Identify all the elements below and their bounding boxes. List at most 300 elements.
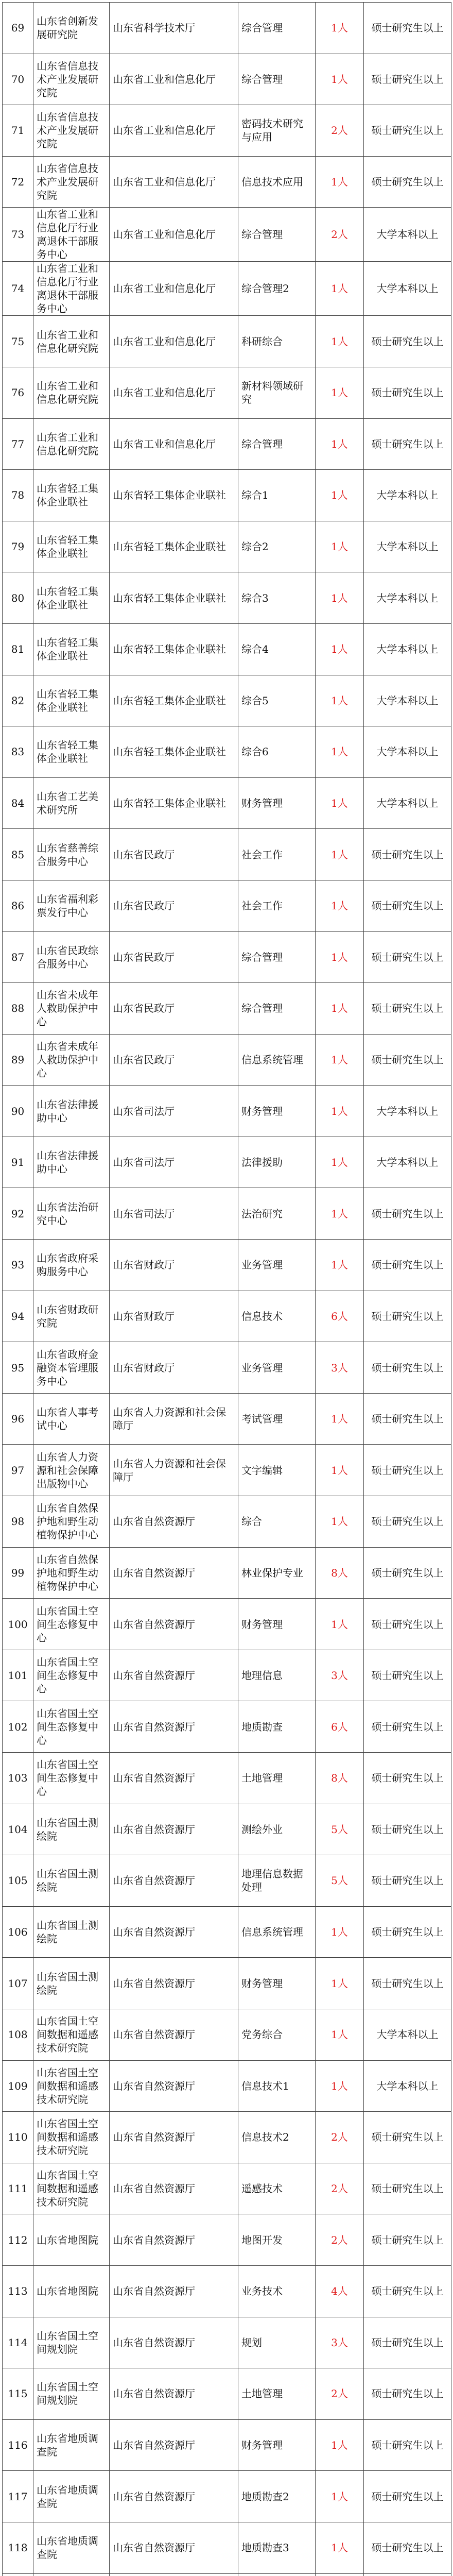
education-requirement-cell: 硕士研究生以上 <box>364 1650 451 1701</box>
education-requirement-cell: 硕士研究生以上 <box>364 2471 451 2522</box>
table-row <box>3 2112 451 2163</box>
table-row <box>3 1086 451 1137</box>
row-index-cell: 114 <box>3 2317 33 2368</box>
row-index-cell: 104 <box>3 1804 33 1855</box>
employer-cell: 山东省轻工集体企业联社 <box>33 623 110 675</box>
position-cell: 社会工作 <box>238 880 316 931</box>
position-cell: 地理信息数据处理 <box>238 1855 316 1907</box>
supervising-department-cell: 山东省自然资源厅 <box>110 1701 238 1753</box>
employer-cell: 山东省工业和信息化研究院 <box>33 316 110 367</box>
education-requirement-cell: 硕士研究生以上 <box>364 1906 451 1958</box>
row-index-cell: 95 <box>3 1342 33 1394</box>
headcount-cell: 2人 <box>316 208 364 262</box>
position-cell: 遥感技术 <box>238 2163 316 2214</box>
supervising-department-cell: 山东省轻工集体企业联社 <box>110 777 238 829</box>
headcount-cell: 3人 <box>316 1650 364 1701</box>
education-requirement-cell: 硕士研究生以上 <box>364 829 451 880</box>
supervising-department-cell: 山东省自然资源厅 <box>110 1547 238 1599</box>
headcount-cell: 1人 <box>316 1137 364 1188</box>
row-index-cell: 103 <box>3 1753 33 1804</box>
row-index-cell: 100 <box>3 1599 33 1650</box>
table-row <box>3 470 451 521</box>
table-row <box>3 1650 451 1701</box>
table-row <box>3 2214 451 2266</box>
employer-cell: 山东省工业和信息化厅行业离退休干部服务中心 <box>33 208 110 262</box>
position-cell: 新材料领域研究 <box>238 367 316 418</box>
row-index-cell: 112 <box>3 2214 33 2266</box>
education-requirement-cell: 大学本科以上 <box>364 470 451 521</box>
supervising-department-cell: 山东省司法厅 <box>110 1188 238 1240</box>
position-cell: 土地管理 <box>238 2368 316 2420</box>
table-row <box>3 777 451 829</box>
headcount-cell: 1人 <box>316 1393 364 1445</box>
table-row <box>3 2060 451 2112</box>
position-cell: 林业保护专业 <box>238 1547 316 1599</box>
employer-cell: 山东省信息技术产业发展研究院 <box>33 54 110 105</box>
education-requirement-cell: 硕士研究生以上 <box>364 1958 451 2009</box>
education-requirement-cell: 大学本科以上 <box>364 521 451 572</box>
table-row <box>3 931 451 983</box>
position-cell: 信息技术应用 <box>238 156 316 208</box>
education-requirement-cell: 硕士研究生以上 <box>364 367 451 418</box>
education-requirement-cell: 硕士研究生以上 <box>364 1034 451 1086</box>
employer-cell: 山东省人力资源和社会保障出版物中心 <box>33 1445 110 1496</box>
supervising-department-cell: 山东省工业和信息化厅 <box>110 262 238 316</box>
table-row <box>3 2471 451 2522</box>
position-cell: 密码技术研究与应用 <box>238 105 316 157</box>
position-cell: 地质勘查2 <box>238 2471 316 2522</box>
supervising-department-cell: 山东省自然资源厅 <box>110 1650 238 1701</box>
row-index-cell: 111 <box>3 2163 33 2214</box>
supervising-department-cell: 山东省自然资源厅 <box>110 1496 238 1548</box>
table-row <box>3 1034 451 1086</box>
headcount-cell: 6人 <box>316 1291 364 1342</box>
supervising-department-cell: 山东省工业和信息化厅 <box>110 418 238 470</box>
employer-cell <box>33 2573 110 2576</box>
row-index-cell: 82 <box>3 675 33 726</box>
headcount-cell: 6人 <box>316 1701 364 1753</box>
headcount-cell: 1人 <box>316 1034 364 1086</box>
table-row <box>3 2163 451 2214</box>
position-cell: 党务综合 <box>238 2009 316 2060</box>
position-cell: 考试管理 <box>238 1393 316 1445</box>
employer-cell: 山东省人事考试中心 <box>33 1393 110 1445</box>
table-row <box>3 262 451 316</box>
education-requirement-cell: 硕士研究生以上 <box>364 983 451 1035</box>
headcount-cell: 1人 <box>316 1958 364 2009</box>
headcount-cell: 1人 <box>316 880 364 931</box>
employer-cell: 山东省政府金融资本管理服务中心 <box>33 1342 110 1394</box>
supervising-department-cell: 山东省工业和信息化厅 <box>110 156 238 208</box>
education-requirement-cell: 硕士研究生以上 <box>364 1599 451 1650</box>
position-cell: 财务管理 <box>238 1599 316 1650</box>
row-index-cell: 113 <box>3 2265 33 2317</box>
supervising-department-cell: 山东省民政厅 <box>110 880 238 931</box>
position-cell: 业务管理 <box>238 1342 316 1394</box>
position-cell: 科研综合 <box>238 316 316 367</box>
headcount-cell: 2人 <box>316 2163 364 2214</box>
table-row <box>3 880 451 931</box>
table-row <box>3 1753 451 1804</box>
education-requirement-cell: 硕士研究生以上 <box>364 3 451 54</box>
row-index-cell: 79 <box>3 521 33 572</box>
headcount-cell: 1人 <box>316 1086 364 1137</box>
position-cell: 信息系统管理 <box>238 1906 316 1958</box>
employer-cell: 山东省工艺美术研究所 <box>33 777 110 829</box>
position-cell: 综合2 <box>238 521 316 572</box>
position-cell: 规划 <box>238 2317 316 2368</box>
row-index-cell: 93 <box>3 1240 33 1291</box>
table-row <box>3 1393 451 1445</box>
education-requirement-cell: 大学本科以上 <box>364 2060 451 2112</box>
education-requirement-cell: 硕士研究生以上 <box>364 2522 451 2573</box>
row-index-cell: 107 <box>3 1958 33 2009</box>
position-cell: 综合管理 <box>238 3 316 54</box>
employer-cell: 山东省信息技术产业发展研究院 <box>33 105 110 157</box>
education-requirement-cell: 硕士研究生以上 <box>364 2419 451 2471</box>
employer-cell: 山东省国土空间规划院 <box>33 2368 110 2420</box>
headcount-cell: 1人 <box>316 418 364 470</box>
employer-cell: 山东省国土空间生态修复中心 <box>33 1599 110 1650</box>
row-index-cell: 81 <box>3 623 33 675</box>
education-requirement-cell: 大学本科以上 <box>364 262 451 316</box>
row-index-cell: 97 <box>3 1445 33 1496</box>
education-requirement-cell: 硕士研究生以上 <box>364 1547 451 1599</box>
table-row <box>3 1958 451 2009</box>
supervising-department-cell: 山东省轻工集体企业联社 <box>110 675 238 726</box>
row-index-cell: 90 <box>3 1086 33 1137</box>
supervising-department-cell: 山东省民政厅 <box>110 829 238 880</box>
supervising-department-cell: 山东省司法厅 <box>110 1086 238 1137</box>
supervising-department-cell: 山东省自然资源厅 <box>110 2317 238 2368</box>
employer-cell: 山东省国土空间生态修复中心 <box>33 1753 110 1804</box>
position-cell: 土地管理 <box>238 1753 316 1804</box>
education-requirement-cell: 硕士研究生以上 <box>364 105 451 157</box>
education-requirement-cell: 硕士研究生以上 <box>364 1701 451 1753</box>
education-requirement-cell: 硕士研究生以上 <box>364 418 451 470</box>
supervising-department-cell: 山东省司法厅 <box>110 1137 238 1188</box>
headcount-cell: 2人 <box>316 2368 364 2420</box>
headcount-cell: 1人 <box>316 1906 364 1958</box>
headcount-cell: 1人 <box>316 2009 364 2060</box>
headcount-cell: 1人 <box>316 777 364 829</box>
headcount-cell: 1人 <box>316 1496 364 1548</box>
education-requirement-cell: 硕士研究生以上 <box>364 880 451 931</box>
supervising-department-cell: 山东省自然资源厅 <box>110 1855 238 1907</box>
table-row <box>3 105 451 157</box>
employer-cell: 山东省轻工集体企业联社 <box>33 521 110 572</box>
table-row <box>3 367 451 418</box>
supervising-department-cell: 山东省财政厅 <box>110 1291 238 1342</box>
row-index-cell: 91 <box>3 1137 33 1188</box>
row-index-cell: 98 <box>3 1496 33 1548</box>
table-row <box>3 983 451 1035</box>
table-row <box>3 623 451 675</box>
supervising-department-cell: 山东省轻工集体企业联社 <box>110 521 238 572</box>
row-index-cell: 115 <box>3 2368 33 2420</box>
employer-cell: 山东省法律援助中心 <box>33 1137 110 1188</box>
table-row <box>3 54 451 105</box>
row-index-cell: 74 <box>3 262 33 316</box>
education-requirement-cell: 硕士研究生以上 <box>364 2368 451 2420</box>
employer-cell: 山东省国土测绘院 <box>33 1855 110 1907</box>
education-requirement-cell: 硕士研究生以上 <box>364 54 451 105</box>
employer-cell: 山东省轻工集体企业联社 <box>33 572 110 624</box>
position-cell: 地质勘查3 <box>238 2522 316 2573</box>
row-index-cell: 84 <box>3 777 33 829</box>
row-index-cell: 99 <box>3 1547 33 1599</box>
education-requirement-cell: 硕士研究生以上 <box>364 1855 451 1907</box>
headcount-cell: 1人 <box>316 470 364 521</box>
position-cell: 财务管理 <box>238 1086 316 1137</box>
supervising-department-cell: 山东省工业和信息化厅 <box>110 208 238 262</box>
employer-cell: 山东省慈善综合服务中心 <box>33 829 110 880</box>
education-requirement-cell: 大学本科以上 <box>364 623 451 675</box>
supervising-department-cell: 山东省民政厅 <box>110 983 238 1035</box>
headcount-cell: 5人 <box>316 1804 364 1855</box>
supervising-department-cell: 山东省自然资源厅 <box>110 2214 238 2266</box>
headcount-cell: 2人 <box>316 2112 364 2163</box>
employer-cell: 山东省国土空间数据和遥感技术研究院 <box>33 2009 110 2060</box>
row-index-cell: 85 <box>3 829 33 880</box>
education-requirement-cell: 硕士研究生以上 <box>364 1188 451 1240</box>
row-index-cell: 102 <box>3 1701 33 1753</box>
supervising-department-cell: 山东省自然资源厅 <box>110 2419 238 2471</box>
education-requirement-cell: 硕士研究生以上 <box>364 2214 451 2266</box>
supervising-department-cell: 山东省自然资源厅 <box>110 2471 238 2522</box>
education-requirement-cell: 硕士研究生以上 <box>364 1496 451 1548</box>
supervising-department-cell: 山东省人力资源和社会保障厅 <box>110 1393 238 1445</box>
supervising-department-cell: 山东省自然资源厅 <box>110 2265 238 2317</box>
education-requirement-cell: 大学本科以上 <box>364 2009 451 2060</box>
headcount-cell: 1人 <box>316 262 364 316</box>
table-row <box>3 521 451 572</box>
table-row <box>3 1240 451 1291</box>
position-cell: 综合4 <box>238 623 316 675</box>
table-row <box>3 2522 451 2573</box>
headcount-cell: 1人 <box>316 675 364 726</box>
row-index-cell: 92 <box>3 1188 33 1240</box>
row-index-cell: 69 <box>3 3 33 54</box>
supervising-department-cell: 山东省工业和信息化厅 <box>110 367 238 418</box>
position-cell: 综合管理 <box>238 208 316 262</box>
position-cell: 综合管理2 <box>238 262 316 316</box>
supervising-department-cell: 山东省自然资源厅 <box>110 1753 238 1804</box>
table-row <box>3 1804 451 1855</box>
position-cell: 地质勘查 <box>238 1701 316 1753</box>
recruitment-table-body <box>3 3 451 2576</box>
table-row <box>3 1547 451 1599</box>
position-cell <box>238 2573 316 2576</box>
employer-cell: 山东省地图院 <box>33 2214 110 2266</box>
headcount-cell: 1人 <box>316 623 364 675</box>
education-requirement-cell: 硕士研究生以上 <box>364 1753 451 1804</box>
headcount-cell: 1人 <box>316 3 364 54</box>
position-cell: 综合3 <box>238 572 316 624</box>
education-requirement-cell: 大学本科以上 <box>364 1086 451 1137</box>
headcount-cell: 1人 <box>316 54 364 105</box>
row-index-cell: 86 <box>3 880 33 931</box>
table-row <box>3 1906 451 1958</box>
education-requirement-cell: 硕士研究生以上 <box>364 2112 451 2163</box>
headcount-cell: 1人 <box>316 2522 364 2573</box>
table-row <box>3 2419 451 2471</box>
row-index-cell: 109 <box>3 2060 33 2112</box>
supervising-department-cell: 山东省民政厅 <box>110 931 238 983</box>
table-row <box>3 572 451 624</box>
employer-cell: 山东省地质调查院 <box>33 2522 110 2573</box>
row-index-cell: 87 <box>3 931 33 983</box>
headcount-cell: 1人 <box>316 1599 364 1650</box>
row-index-cell: 72 <box>3 156 33 208</box>
supervising-department-cell: 山东省自然资源厅 <box>110 1804 238 1855</box>
headcount-cell: 1人 <box>316 1188 364 1240</box>
employer-cell: 山东省法治研究中心 <box>33 1188 110 1240</box>
education-requirement-cell: 硕士研究生以上 <box>364 1240 451 1291</box>
supervising-department-cell: 山东省工业和信息化厅 <box>110 105 238 157</box>
table-row <box>3 1137 451 1188</box>
position-cell: 综合管理 <box>238 54 316 105</box>
headcount-cell: 1人 <box>316 316 364 367</box>
supervising-department-cell: 山东省自然资源厅 <box>110 1906 238 1958</box>
position-cell: 信息技术2 <box>238 2112 316 2163</box>
education-requirement-cell: 硕士研究生以上 <box>364 1342 451 1394</box>
supervising-department-cell: 山东省自然资源厅 <box>110 1599 238 1650</box>
supervising-department-cell: 山东省工业和信息化厅 <box>110 54 238 105</box>
position-cell: 文字编辑 <box>238 1445 316 1496</box>
position-cell: 信息技术1 <box>238 2060 316 2112</box>
table-row <box>3 2009 451 2060</box>
position-cell: 综合管理 <box>238 983 316 1035</box>
supervising-department-cell: 山东省自然资源厅 <box>110 2522 238 2573</box>
employer-cell: 山东省创新发展研究院 <box>33 3 110 54</box>
row-index-cell: 71 <box>3 105 33 157</box>
headcount-cell: 1人 <box>316 1240 364 1291</box>
row-index-cell: 117 <box>3 2471 33 2522</box>
table-row <box>3 2265 451 2317</box>
table-row <box>3 2317 451 2368</box>
row-index-cell: 118 <box>3 2522 33 2573</box>
supervising-department-cell: 山东省自然资源厅 <box>110 1958 238 2009</box>
employer-cell: 山东省法律援助中心 <box>33 1086 110 1137</box>
employer-cell: 山东省轻工集体企业联社 <box>33 470 110 521</box>
education-requirement-cell: 大学本科以上 <box>364 1137 451 1188</box>
table-row <box>3 2368 451 2420</box>
supervising-department-cell <box>110 2573 238 2576</box>
position-cell: 财务管理 <box>238 2419 316 2471</box>
headcount-cell: 8人 <box>316 1753 364 1804</box>
table-row <box>3 675 451 726</box>
headcount-cell: 1人 <box>316 572 364 624</box>
position-cell: 法律援助 <box>238 1137 316 1188</box>
supervising-department-cell: 山东省财政厅 <box>110 1342 238 1394</box>
position-cell: 综合 <box>238 1496 316 1548</box>
headcount-cell: 1人 <box>316 1445 364 1496</box>
position-cell: 信息技术 <box>238 1291 316 1342</box>
education-requirement-cell: 硕士研究生以上 <box>364 931 451 983</box>
education-requirement-cell: 硕士研究生以上 <box>364 1393 451 1445</box>
education-requirement-cell: 大学本科以上 <box>364 726 451 778</box>
table-row <box>3 1291 451 1342</box>
employer-cell: 山东省国土空间数据和遥感技术研究院 <box>33 2060 110 2112</box>
position-cell: 业务管理 <box>238 1240 316 1291</box>
supervising-department-cell: 山东省工业和信息化厅 <box>110 316 238 367</box>
education-requirement-cell: 硕士研究生以上 <box>364 1291 451 1342</box>
employer-cell: 山东省国土测绘院 <box>33 1804 110 1855</box>
row-index-cell <box>3 2573 33 2576</box>
employer-cell: 山东省轻工集体企业联社 <box>33 675 110 726</box>
row-index-cell: 105 <box>3 1855 33 1907</box>
headcount-cell: 2人 <box>316 2214 364 2266</box>
employer-cell: 山东省地质调查院 <box>33 2419 110 2471</box>
headcount-cell: 1人 <box>316 726 364 778</box>
row-index-cell: 108 <box>3 2009 33 2060</box>
table-row <box>3 1342 451 1394</box>
position-cell: 地图开发 <box>238 2214 316 2266</box>
position-cell: 社会工作 <box>238 829 316 880</box>
headcount-cell: 5人 <box>316 1855 364 1907</box>
employer-cell: 山东省工业和信息化研究院 <box>33 367 110 418</box>
supervising-department-cell: 山东省轻工集体企业联社 <box>110 623 238 675</box>
headcount-cell: 1人 <box>316 931 364 983</box>
employer-cell: 山东省自然保护地和野生动植物保护中心 <box>33 1547 110 1599</box>
supervising-department-cell: 山东省轻工集体企业联社 <box>110 470 238 521</box>
position-cell: 测绘外业 <box>238 1804 316 1855</box>
supervising-department-cell: 山东省财政厅 <box>110 1240 238 1291</box>
position-cell: 地理信息 <box>238 1650 316 1701</box>
recruitment-table <box>2 2 451 2576</box>
row-index-cell: 76 <box>3 367 33 418</box>
row-index-cell: 83 <box>3 726 33 778</box>
employer-cell: 山东省国土空间数据和遥感技术研究院 <box>33 2112 110 2163</box>
employer-cell: 山东省国土空间生态修复中心 <box>33 1701 110 1753</box>
education-requirement-cell: 大学本科以上 <box>364 572 451 624</box>
employer-cell: 山东省轻工集体企业联社 <box>33 726 110 778</box>
row-index-cell: 94 <box>3 1291 33 1342</box>
position-cell: 综合6 <box>238 726 316 778</box>
row-index-cell: 75 <box>3 316 33 367</box>
row-index-cell: 70 <box>3 54 33 105</box>
position-cell: 财务管理 <box>238 777 316 829</box>
education-requirement-cell: 大学本科以上 <box>364 208 451 262</box>
education-requirement-cell: 硕士研究生以上 <box>364 156 451 208</box>
table-row <box>3 829 451 880</box>
supervising-department-cell: 山东省自然资源厅 <box>110 2060 238 2112</box>
education-requirement-cell <box>364 2573 451 2576</box>
employer-cell: 山东省福利彩票发行中心 <box>33 880 110 931</box>
education-requirement-cell: 大学本科以上 <box>364 675 451 726</box>
table-row <box>3 208 451 262</box>
table-row <box>3 1188 451 1240</box>
table-row <box>3 316 451 367</box>
supervising-department-cell: 山东省自然资源厅 <box>110 2368 238 2420</box>
position-cell: 法治研究 <box>238 1188 316 1240</box>
employer-cell: 山东省地质调查院 <box>33 2471 110 2522</box>
table-row <box>3 1855 451 1907</box>
row-index-cell: 88 <box>3 983 33 1035</box>
headcount-cell: 1人 <box>316 2471 364 2522</box>
row-index-cell: 80 <box>3 572 33 624</box>
headcount-cell <box>316 2573 364 2576</box>
education-requirement-cell: 硕士研究生以上 <box>364 316 451 367</box>
headcount-cell: 1人 <box>316 2060 364 2112</box>
row-index-cell: 78 <box>3 470 33 521</box>
row-index-cell: 89 <box>3 1034 33 1086</box>
employer-cell: 山东省民政综合服务中心 <box>33 931 110 983</box>
headcount-cell: 1人 <box>316 156 364 208</box>
supervising-department-cell: 山东省自然资源厅 <box>110 2112 238 2163</box>
employer-cell: 山东省国土空间数据和遥感技术研究院 <box>33 2163 110 2214</box>
